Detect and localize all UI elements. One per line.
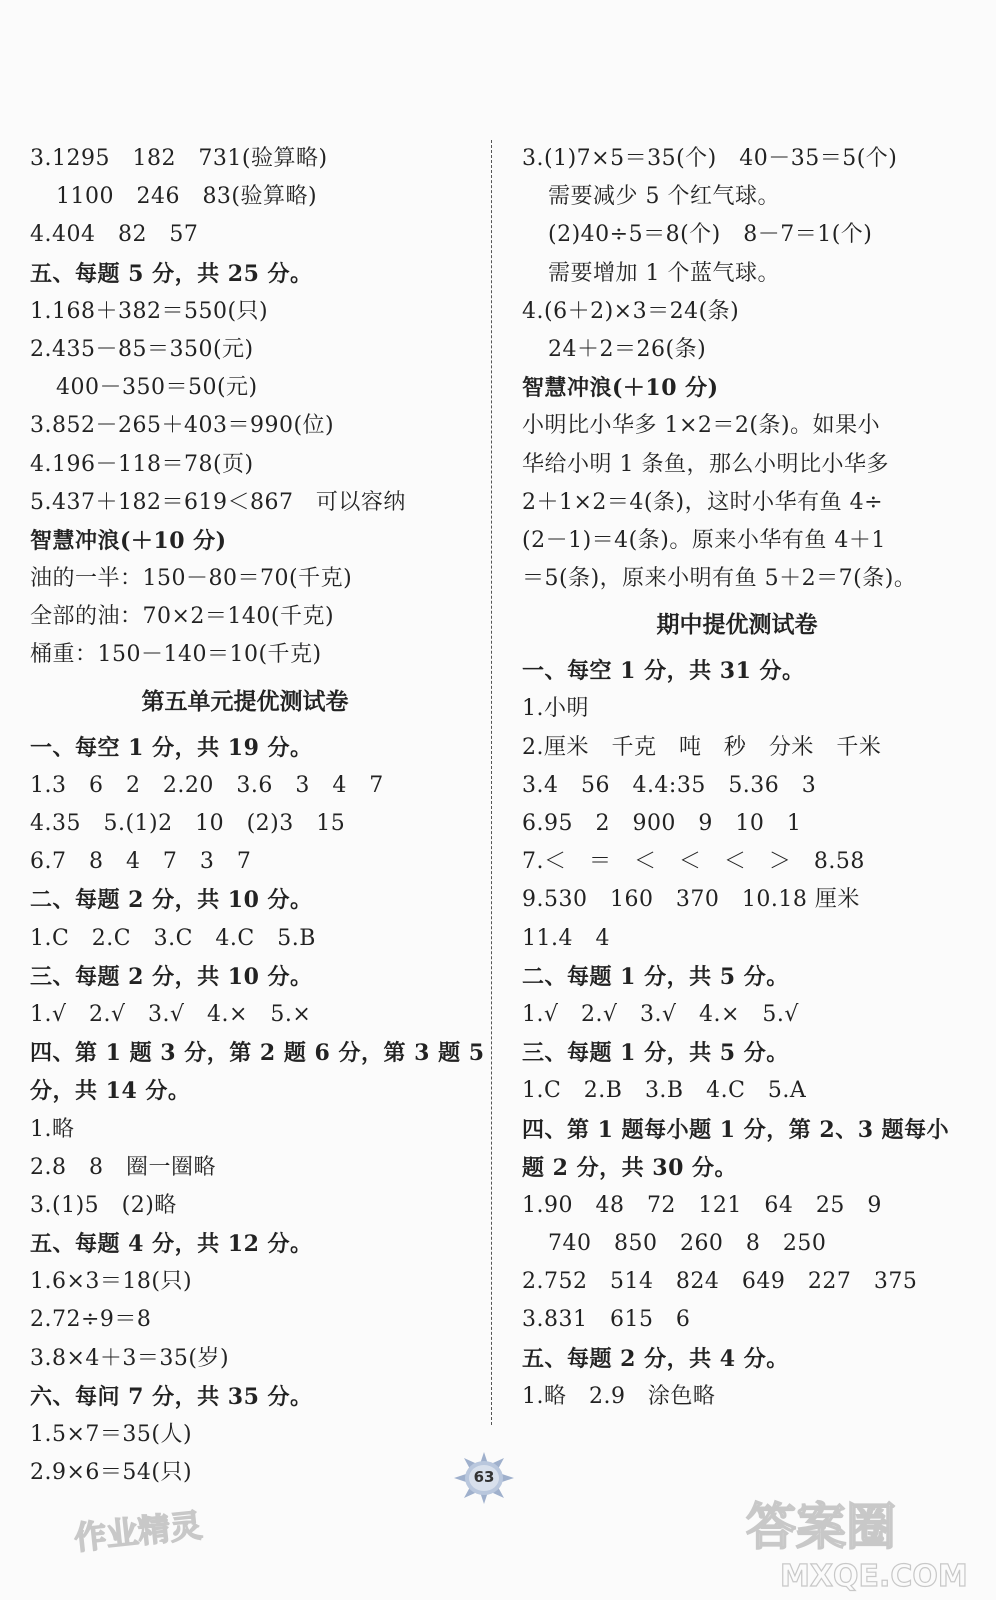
- answer-line: 4.35 5.(1)2 10 (2)3 15: [30, 811, 346, 836]
- column-divider: [491, 140, 492, 1425]
- answer-line: 4.404 82 57: [30, 222, 199, 248]
- section-heading-line: 五、每题 4 分，共 12 分。: [30, 1231, 313, 1258]
- answer-line: 2＋1×2＝4(条)，这时小华有鱼 4÷: [522, 489, 884, 515]
- answer-line: 全部的油：70×2＝140(千克): [30, 604, 335, 630]
- answer-line: 2.厘米 千克 吨 秒 分米 千米: [522, 734, 882, 760]
- answer-line: 740 850 260 8 250: [548, 1231, 827, 1257]
- answer-line: 3.831 615 6: [522, 1307, 691, 1333]
- answer-line: 1.90 48 72 121 64 25 9: [522, 1192, 882, 1218]
- answer-line: 3.852－265＋403＝990(位): [30, 413, 335, 439]
- svg-text:作业精灵: 作业精灵: [72, 1506, 204, 1558]
- section-heading-line: 二、每题 2 分，共 10 分。: [30, 887, 313, 914]
- answer-line: ＝5(条)，原来小明有鱼 5＋2＝7(条)。: [522, 566, 917, 592]
- watermark-logo-left: [70, 1500, 220, 1560]
- svg-text:答案圈: 答案圈: [746, 1498, 896, 1556]
- answer-line: 1.5×7＝35(人): [30, 1422, 193, 1447]
- section-heading-line: 六、每问 7 分，共 35 分。: [30, 1383, 313, 1410]
- answer-line: 400－350＝50(元): [56, 375, 258, 401]
- section-heading-line: 题 2 分，共 30 分。: [522, 1154, 738, 1181]
- right-answer-lines: [522, 140, 952, 598]
- answer-line: 需要减少 5 个红气球。: [548, 184, 780, 210]
- left-answer-lines: [30, 140, 460, 675]
- answer-line: 9.530 160 370 10.18 厘米: [522, 887, 860, 913]
- answer-line: 7.＜ ＝ ＜ ＜ ＜ ＞ 8.58: [522, 849, 865, 875]
- unit5-answer-lines: [30, 729, 485, 1493]
- section-heading-line: 三、每题 2 分，共 10 分。: [30, 963, 313, 990]
- section-heading-line: 二、每题 1 分，共 5 分。: [522, 963, 789, 990]
- answer-line: 1.√ 2.√ 3.√ 4.× 5.×: [30, 1001, 312, 1027]
- answer-line: 2.72÷9＝8: [30, 1307, 152, 1333]
- answer-line: 2.752 514 824 649 227 375: [522, 1269, 918, 1295]
- page-number: 63: [473, 1468, 495, 1486]
- answer-line: 3.1295 182 731(验算略): [30, 146, 328, 171]
- section-heading-line: 智慧冲浪(＋10 分): [30, 527, 227, 554]
- midterm-answer-lines: [522, 652, 952, 1416]
- answer-line: 1.C 2.C 3.C 4.C 5.B: [30, 925, 316, 951]
- section-title-unit5: 第五单元提优测试卷: [141, 687, 349, 715]
- answer-line: 1.√ 2.√ 3.√ 4.× 5.√: [522, 1001, 799, 1027]
- answer-line: 1.小明: [522, 696, 589, 722]
- answer-line: 2.9×6＝54(只): [30, 1460, 193, 1486]
- answer-line: 24＋2＝26(条): [548, 336, 707, 362]
- answer-line: 1100 246 83(验算略): [56, 184, 318, 210]
- right-column: [522, 140, 952, 1416]
- answer-line: (2)40÷5＝8(个) 8－7＝1(个): [548, 222, 873, 248]
- answer-line: 桶重：150－140＝10(千克): [30, 642, 322, 668]
- answer-line: 1.168＋382＝550(只): [30, 298, 269, 324]
- section-heading-line: 五、每题 5 分，共 25 分。: [30, 260, 313, 287]
- section-heading-line: 一、每空 1 分，共 19 分。: [30, 734, 313, 761]
- section-heading-line: 一、每空 1 分，共 31 分。: [522, 658, 805, 685]
- answer-line: 3.4 56 4.4:35 5.36 3: [522, 772, 817, 798]
- answer-line: 5.437＋182＝619＜867 可以容纳: [30, 489, 406, 515]
- answer-line: 3.8×4＋3＝35(岁): [30, 1345, 230, 1371]
- answer-line: 1.3 6 2 2.20 3.6 3 4 7: [30, 772, 384, 798]
- section-heading-line: 分，共 14 分。: [30, 1078, 191, 1105]
- answer-line: (2－1)＝4(条)。原来小华有鱼 4＋1: [522, 527, 886, 553]
- svg-text:MXQE.COM: MXQE.COM: [780, 1559, 968, 1594]
- answer-line: 2.435－85＝350(元): [30, 336, 254, 362]
- answer-line: 2.8 8 圈一圈略: [30, 1154, 216, 1180]
- answer-line: 1.6×3＝18(只): [30, 1269, 193, 1295]
- answer-line: 3.(1)7×5＝35(个) 40－35＝5(个): [522, 146, 898, 171]
- left-column: [30, 140, 485, 1492]
- answer-line: 11.4 4: [522, 925, 610, 951]
- answer-line: 油的一半：150－80＝70(千克): [30, 566, 353, 592]
- answer-line: 小明比小华多 1×2＝2(条)。如果小: [522, 413, 881, 439]
- section-heading-line: 四、第 1 题 3 分，第 2 题 6 分，第 3 题 5: [30, 1040, 485, 1067]
- section-heading-line: 四、第 1 题每小题 1 分，第 2、3 题每小: [522, 1116, 950, 1143]
- answer-line: 6.7 8 4 7 3 7: [30, 849, 252, 875]
- section-heading-line: 五、每题 2 分，共 4 分。: [522, 1345, 789, 1372]
- section-title-midterm: 期中提优测试卷: [656, 611, 818, 639]
- watermark-logo-right: [740, 1486, 980, 1596]
- answer-line: 1.C 2.B 3.B 4.C 5.A: [522, 1078, 807, 1104]
- answer-line: 需要增加 1 个蓝气球。: [548, 260, 780, 286]
- section-heading-line: 智慧冲浪(＋10 分): [522, 375, 719, 402]
- answer-line: 3.(1)5 (2)略: [30, 1192, 177, 1218]
- answer-line: 华给小明 1 条鱼，那么小明比小华多: [522, 451, 889, 477]
- page-number-badge: [452, 1450, 516, 1506]
- answer-line: 4.(6＋2)×3＝24(条): [522, 298, 740, 324]
- answer-line: 1.略: [30, 1116, 75, 1142]
- section-heading-line: 三、每题 1 分，共 5 分。: [522, 1040, 789, 1067]
- answer-line: 1.略 2.9 涂色略: [522, 1383, 716, 1409]
- answer-line: 4.196－118＝78(页): [30, 451, 254, 477]
- answer-line: 6.95 2 900 9 10 1: [522, 811, 802, 836]
